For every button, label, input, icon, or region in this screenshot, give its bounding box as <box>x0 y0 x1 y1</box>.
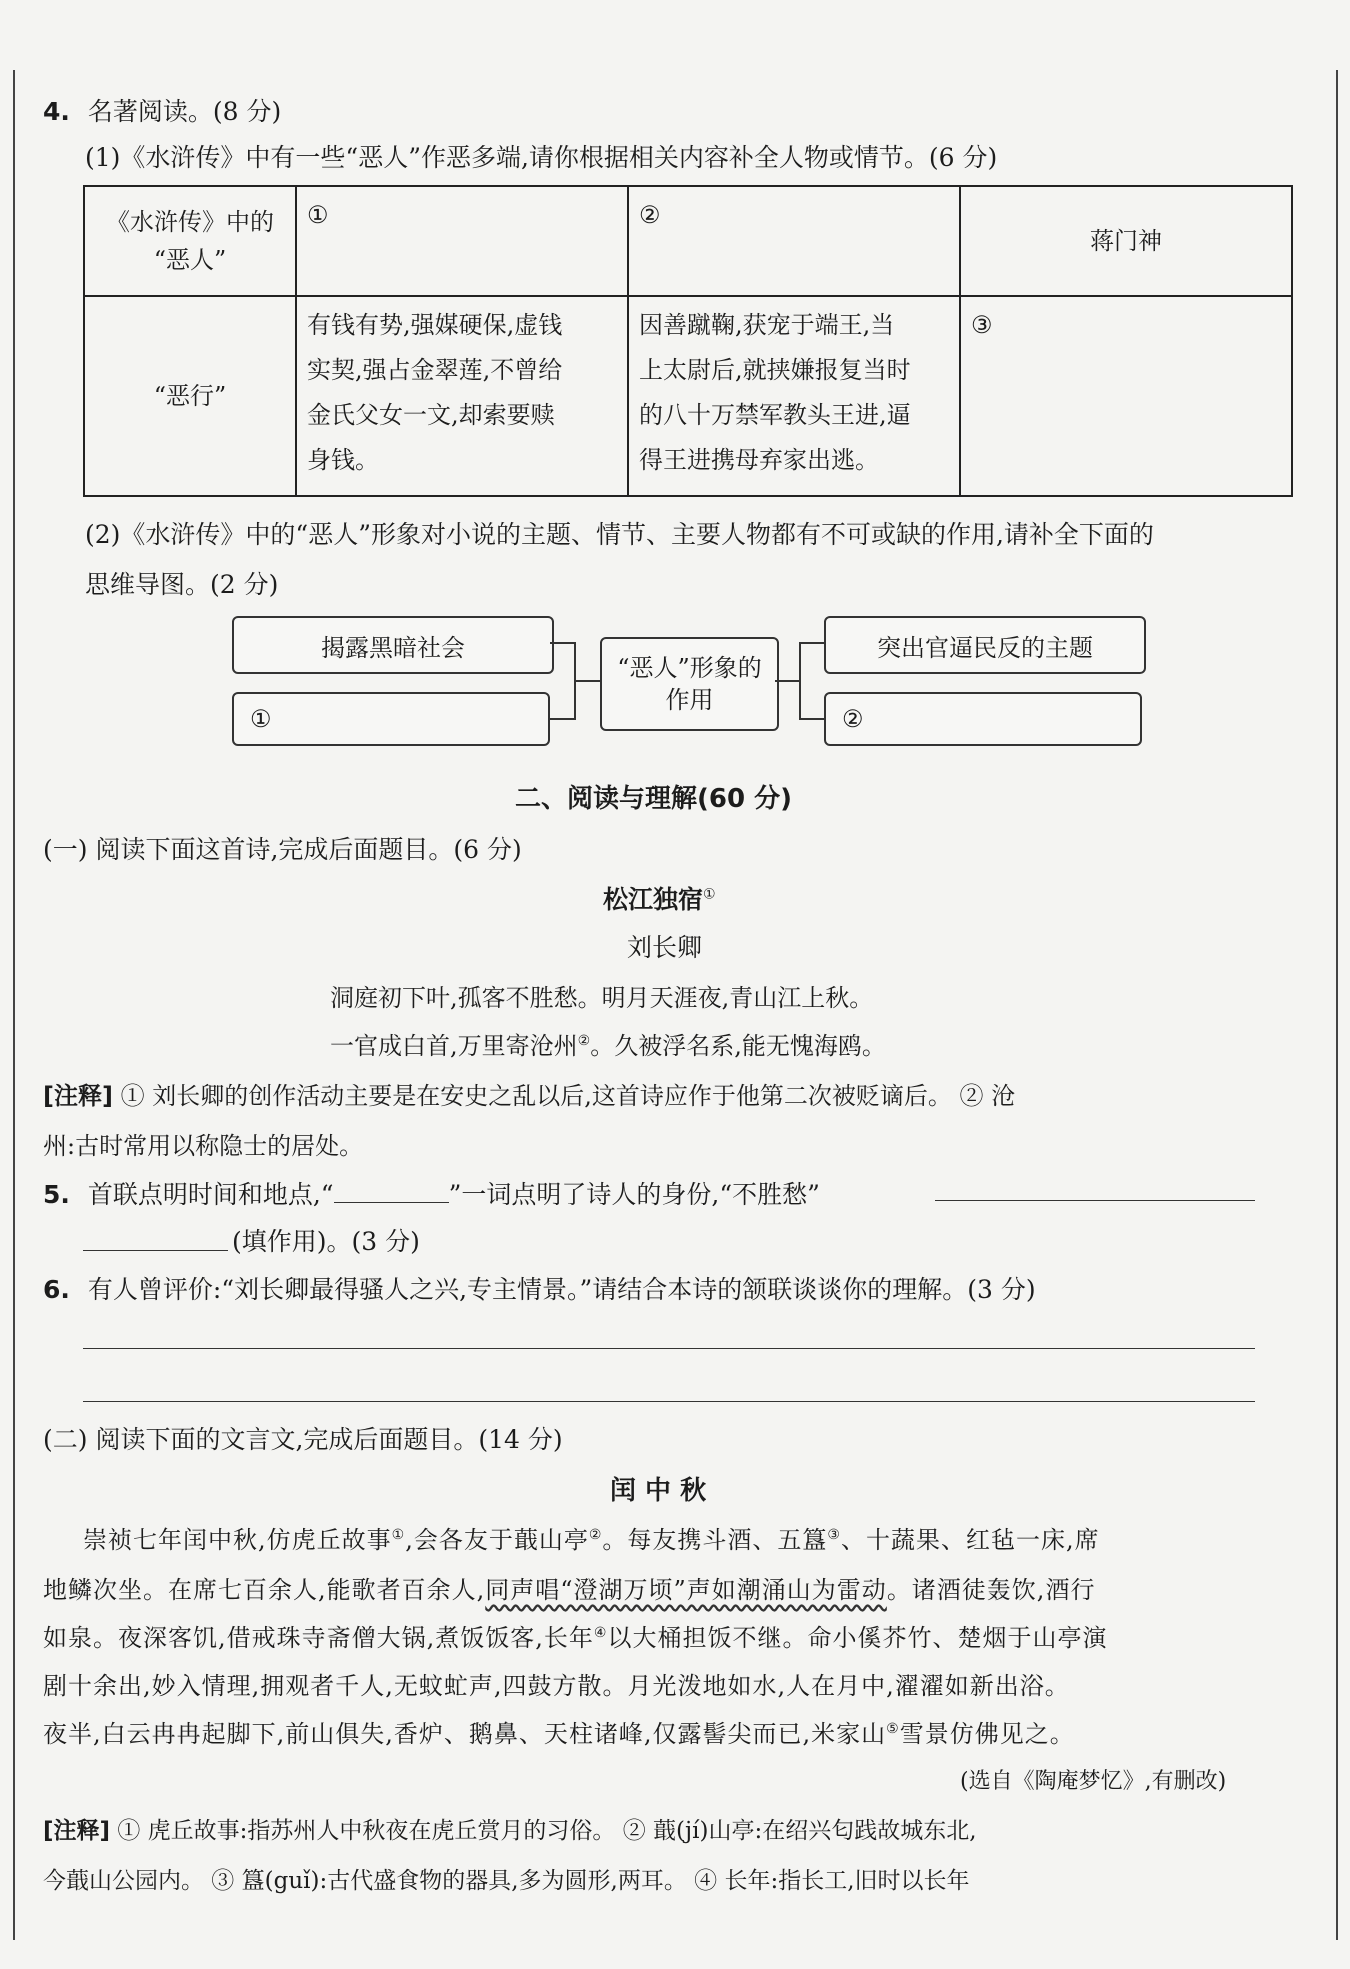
prose-note-mark: ④ <box>593 1625 608 1641</box>
mindmap-box-left-top: 揭露黑暗社会 <box>232 616 554 674</box>
answer-blank-5b[interactable] <box>935 1200 1255 1201</box>
prose-text: 如泉。夜深客饥,借戒珠寺斋僧大锅,煮饭饭客,长年 <box>43 1624 594 1652</box>
prose-note-mark: ① <box>391 1527 406 1543</box>
poem-note-mark: ② <box>577 1033 591 1049</box>
answer-line-6a[interactable] <box>83 1348 1255 1349</box>
prose-text: 以大桶担饭不继。命小傒芥竹、楚烟于山亭演 <box>607 1624 1108 1652</box>
prose-line-3 <box>43 1618 1107 1653</box>
poem-author: 刘长卿 <box>627 933 703 962</box>
note-text: ① 刘长卿的创作活动主要是在安史之乱以后,这首诗应作于他第二次被贬谪后。 ② 沧 <box>120 1082 1016 1110</box>
question-title: 名著阅读。(8 分) <box>87 97 282 126</box>
answer-blank-5c[interactable] <box>83 1250 228 1251</box>
connector-left <box>550 643 575 719</box>
table-cell-blank-2[interactable]: ② <box>628 186 960 296</box>
mindmap-box-left-bottom[interactable]: ① <box>232 692 550 746</box>
cell-line: 因善蹴鞠,获宠于端王,当 <box>639 311 895 339</box>
poem-line-2 <box>330 1026 886 1061</box>
note-label: [注释] <box>43 1082 113 1110</box>
note-text: ① 虎丘故事:指苏州人中秋夜在虎丘赏月的习俗。 ② 蕺(jí)山亭:在绍兴匂践故城东北, <box>117 1818 977 1844</box>
question-5 <box>43 1175 820 1211</box>
connector-right <box>800 643 824 719</box>
prose-text: ,会各友于蕺山亭 <box>405 1526 589 1554</box>
prose-line-5 <box>43 1714 1075 1749</box>
prose-note-mark: ③ <box>827 1527 841 1543</box>
question-5-text-b: ”一词点明了诗人的身份,“不胜愁” <box>448 1180 820 1209</box>
prose-note-mark: ⑤ <box>886 1721 900 1737</box>
question-5-text-a: 首联点明时间和地点,“ <box>87 1180 334 1209</box>
mindmap-box-right-top: 突出官逼民反的主题 <box>824 616 1146 674</box>
poem-title-text: 松江独宿 <box>603 885 704 914</box>
question-6-text: 有人曾评价:“刘长卿最得骚人之兴,专主情景。”请结合本诗的颔联谈谈你的理解。(3 分) <box>87 1275 1036 1304</box>
question-number: 5. <box>43 1180 70 1209</box>
table-header-deeds: “恶行” <box>84 296 296 496</box>
prose-text: 地鳞次坐。在席七百余人,能歌者百余人, <box>43 1576 486 1604</box>
cell-line: 有钱有势,强媒硬保,虚钱 <box>307 311 563 339</box>
poem-title-note-mark: ① <box>703 886 716 903</box>
table-cell-blank-1[interactable]: ① <box>296 186 628 296</box>
poem-title <box>603 880 716 916</box>
cell-line: 上太尉后,就挟嫌报复当时 <box>639 356 911 384</box>
cell-line: 的八十万禁军教头王进,逼 <box>639 401 911 429</box>
prose-line-1 <box>83 1520 1100 1555</box>
table-header-line: 《水浒传》中的 <box>106 208 274 236</box>
prose-wavy-underlined: 同声唱“澄湖万顷”声如潮涌山为雷动 <box>485 1576 887 1604</box>
poem-line-1: 洞庭初下叶,孤客不胜愁。明月天涯夜,青山江上秋。 <box>330 984 874 1012</box>
prose-notes-line1 <box>43 1812 977 1845</box>
note-label: [注释] <box>43 1818 111 1844</box>
mindmap-connectors <box>0 0 1350 800</box>
mindmap-center-line: “恶人”形象的 <box>617 654 762 682</box>
answer-blank-5a[interactable] <box>334 1182 449 1203</box>
prose-notes-line2: 今蕺山公园内。 ③ 簋(guǐ):古代盛食物的器具,多为圆形,两耳。 ④ 长年:指长工,旧时以长年 <box>43 1868 970 1894</box>
mindmap-box-right-bottom[interactable]: ② <box>824 692 1142 746</box>
prose-text: 、十蔬果、红毡一床,席 <box>840 1526 1100 1554</box>
prose-line-2 <box>43 1570 1095 1605</box>
question-5-text-c: (填作用)。(3 分) <box>232 1227 420 1256</box>
section-2-title: 二、阅读与理解(60 分) <box>515 784 792 814</box>
prose-note-mark: ② <box>588 1527 603 1543</box>
question-4-sub2-line2: 思维导图。(2 分) <box>85 570 279 599</box>
table-cell-jiang-menshen: 蒋门神 <box>960 186 1292 296</box>
cell-line: 得王进携母弃家出逃。 <box>639 446 879 474</box>
question-number: 4. <box>43 97 70 126</box>
question-4-sub1: (1)《水浒传》中有一些“恶人”作恶多端,请你根据相关内容补全人物或情节。(6 分) <box>85 143 998 172</box>
poem-line-2-b: 。久被浮名系,能无愧海鸥。 <box>590 1032 886 1060</box>
prose-text: 夜半,白云冉冉起脚下,前山俱失,香炉、鹅鼻、天柱诸峰,仅露髻尖而已,米家山 <box>43 1720 887 1748</box>
prose-title: 闰 中 秋 <box>610 1476 707 1506</box>
prose-text: 。诸酒徒轰饮,酒行 <box>886 1576 1096 1604</box>
prose-text: 雪景仿佛见之。 <box>899 1720 1075 1748</box>
poem-notes-line1 <box>43 1076 1015 1111</box>
prose-line-4: 剧十余出,妙入情理,拥观者千人,无蚊虻声,四鼓方散。月光泼地如水,人在月中,濯濯如新出浴。 <box>43 1672 1070 1700</box>
part-1-heading: (一) 阅读下面这首诗,完成后面题目。(6 分) <box>43 835 522 864</box>
prose-source: (选自《陶庵梦忆》,有删改) <box>960 1769 1227 1794</box>
table-header-line: “恶人” <box>153 246 227 274</box>
part-2-heading: (二) 阅读下面的文言文,完成后面题目。(14 分) <box>43 1425 563 1454</box>
question-6 <box>43 1270 1036 1306</box>
question-4-sub2-line1: (2)《水浒传》中的“恶人”形象对小说的主题、情节、主要人物都有不可或缺的作用,请补全下面的 <box>85 520 1154 549</box>
answer-line-6b[interactable] <box>83 1401 1255 1402</box>
cell-line: 实契,强占金翠莲,不曾给 <box>307 356 563 384</box>
poem-notes-line2: 州:古时常用以称隐士的居处。 <box>43 1132 364 1160</box>
mindmap-center-line: 作用 <box>665 686 714 714</box>
cell-line: 身钱。 <box>307 446 379 474</box>
cell-line: 金氏父女一文,却索要赎 <box>307 401 555 429</box>
poem-line-2-a: 一官成白首,万里寄沧州 <box>330 1032 578 1060</box>
prose-text: 。每友携斗酒、五簋 <box>602 1526 828 1554</box>
table-cell-blank-3[interactable]: ③ <box>960 296 1292 496</box>
prose-text: 崇祯七年闰中秋,仿虎丘故事 <box>83 1526 392 1554</box>
question-number: 6. <box>43 1275 70 1304</box>
